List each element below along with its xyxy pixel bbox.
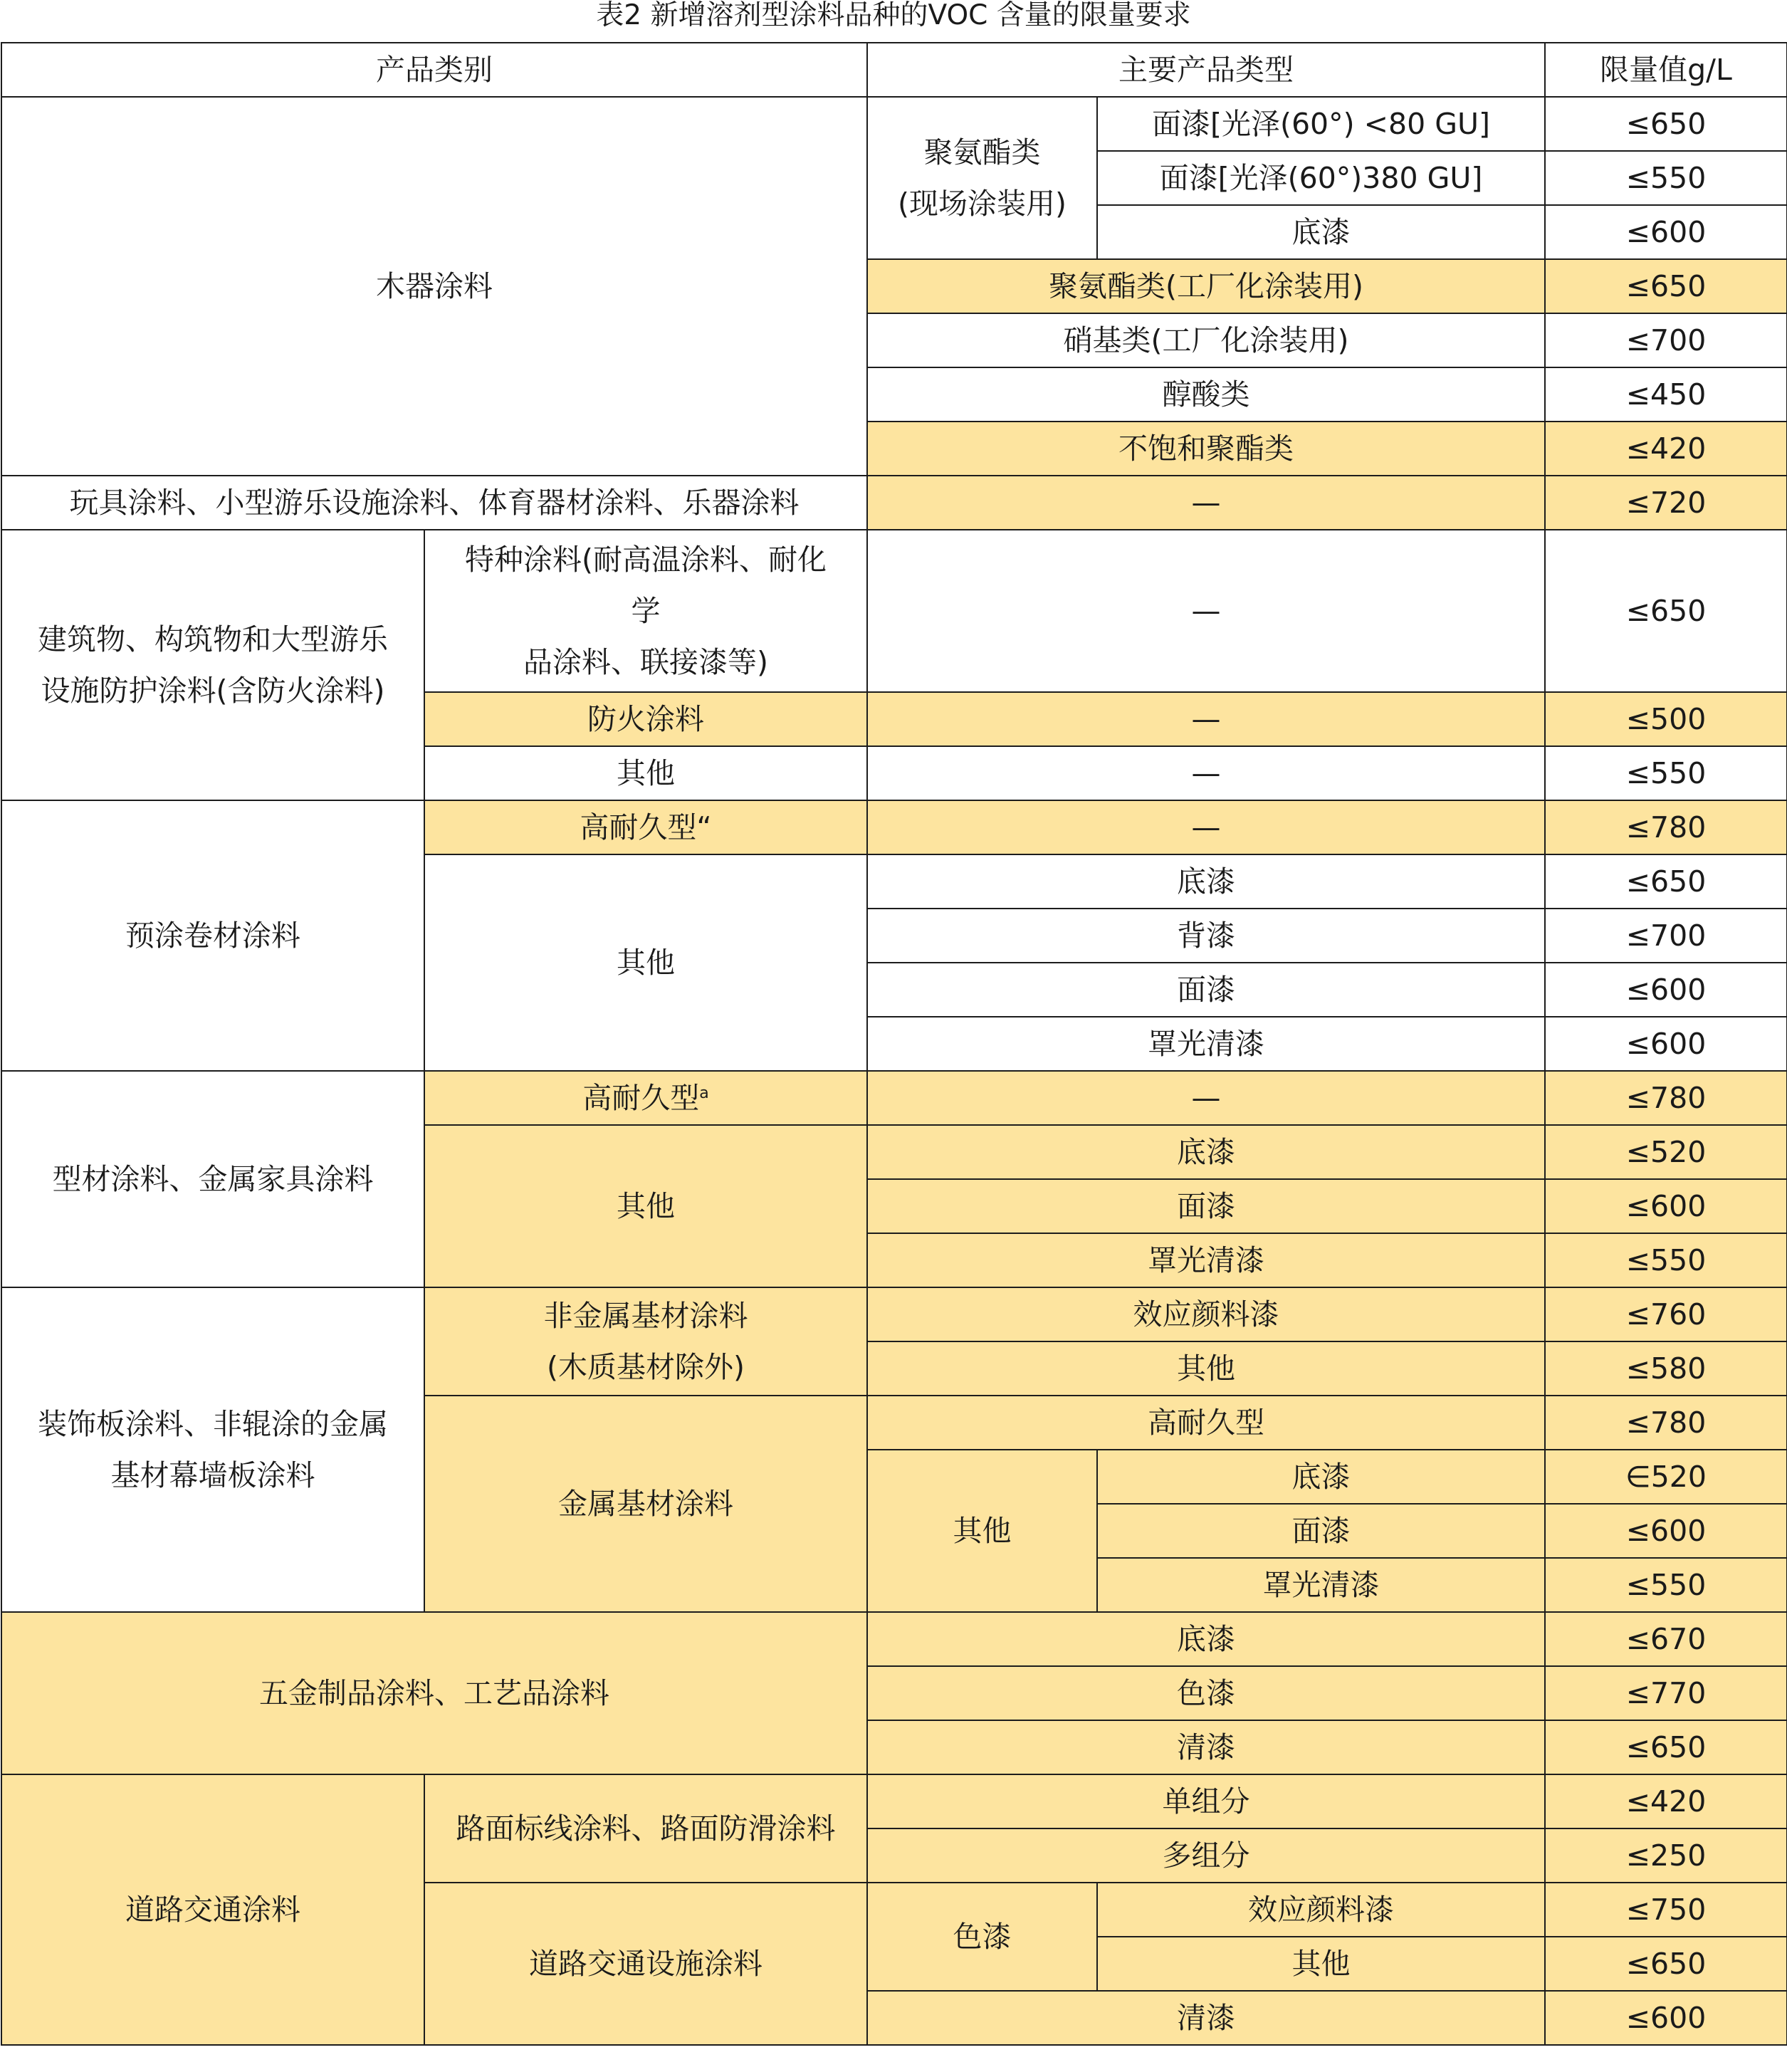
subtype-cell: 防火涂料 bbox=[424, 692, 867, 746]
type-cell: 罩光清漆 bbox=[867, 1233, 1545, 1287]
limit-cell: ≤580 bbox=[1545, 1341, 1787, 1396]
limit-cell: ≤600 bbox=[1545, 1179, 1787, 1233]
type-cell: — bbox=[867, 746, 1545, 800]
table-row bbox=[1, 476, 1787, 530]
type-cell: 面漆 bbox=[867, 1179, 1545, 1233]
subtype-cell: 道路交通设施涂料 bbox=[424, 1883, 867, 2045]
header-row bbox=[1, 43, 1787, 97]
limit-cell: ≤600 bbox=[1545, 1991, 1787, 2045]
type-cell: 色漆 bbox=[867, 1666, 1545, 1720]
subtype-cell: 其他 bbox=[424, 854, 867, 1071]
subtype-cell: 其他 bbox=[424, 1125, 867, 1287]
type-group-cell: 色漆 bbox=[867, 1883, 1097, 1991]
limit-cell: ≤600 bbox=[1545, 1017, 1787, 1071]
type-cell: 不饱和聚酯类 bbox=[867, 422, 1545, 476]
limit-cell: ≤720 bbox=[1545, 476, 1787, 530]
limit-cell: ≤420 bbox=[1545, 422, 1787, 476]
header-main-product-type: 主要产品类型 bbox=[867, 43, 1545, 97]
table-row bbox=[1, 1612, 1787, 1666]
subtype-polyurethane-onsite: 聚氨酯类 (现场涂装用) bbox=[867, 97, 1097, 259]
type-cell: 效应颜料漆 bbox=[1097, 1883, 1545, 1937]
limit-cell: ≤600 bbox=[1545, 963, 1787, 1017]
type-cell: — bbox=[867, 476, 1545, 530]
limit-cell: ≤250 bbox=[1545, 1828, 1787, 1883]
type-cell: 其他 bbox=[1097, 1937, 1545, 1991]
limit-cell: ≤420 bbox=[1545, 1774, 1787, 1828]
limit-cell: ≤700 bbox=[1545, 909, 1787, 963]
footnote-marker: a bbox=[699, 1084, 709, 1102]
type-cell: — bbox=[867, 692, 1545, 746]
type-cell: 单组分 bbox=[867, 1774, 1545, 1828]
type-cell: 底漆 bbox=[867, 1612, 1545, 1666]
limit-cell: ≤650 bbox=[1545, 1937, 1787, 1991]
limit-cell: ≤650 bbox=[1545, 854, 1787, 909]
type-cell: 清漆 bbox=[867, 1720, 1545, 1774]
type-cell: 罩光清漆 bbox=[867, 1017, 1545, 1071]
type-cell: 其他 bbox=[867, 1341, 1545, 1396]
limit-cell: ≤550 bbox=[1545, 1233, 1787, 1287]
category-profile-furniture-coating: 型材涂料、金属家具涂料 bbox=[1, 1071, 424, 1287]
limit-cell: ≤500 bbox=[1545, 692, 1787, 746]
limit-cell: ≤700 bbox=[1545, 313, 1787, 367]
type-cell: — bbox=[867, 1071, 1545, 1125]
limit-cell: ≤600 bbox=[1545, 205, 1787, 259]
type-cell: 清漆 bbox=[867, 1991, 1545, 2045]
table-row bbox=[1, 97, 1787, 151]
category-coil-coating: 预涂卷材涂料 bbox=[1, 800, 424, 1071]
type-cell: 聚氨酯类(工厂化涂装用) bbox=[867, 259, 1545, 313]
limit-cell: ≤750 bbox=[1545, 1883, 1787, 1937]
type-cell: 底漆 bbox=[867, 1125, 1545, 1179]
type-cell: 面漆[光泽(60°)380 GU] bbox=[1097, 151, 1545, 205]
limit-cell: ≤550 bbox=[1545, 1558, 1787, 1612]
type-cell: 硝基类(工厂化涂装用) bbox=[867, 313, 1545, 367]
subtype-cell: 特种涂料(耐高温涂料、耐化 学 品涂料、联接漆等) bbox=[424, 530, 867, 692]
type-cell: 面漆[光泽(60°) <80 GU] bbox=[1097, 97, 1545, 151]
subtype-cell bbox=[424, 1071, 867, 1125]
subtype-cell: 金属基材涂料 bbox=[424, 1396, 867, 1612]
limit-cell: ≤670 bbox=[1545, 1612, 1787, 1666]
subtype-cell: 其他 bbox=[424, 746, 867, 800]
table-row bbox=[1, 530, 1787, 692]
limit-cell: ≤650 bbox=[1545, 97, 1787, 151]
subtype-cell: 路面标线涂料、路面防滑涂料 bbox=[424, 1774, 867, 1883]
type-cell: 醇酸类 bbox=[867, 367, 1545, 422]
limit-cell: ≤780 bbox=[1545, 1396, 1787, 1450]
limit-cell: ≤770 bbox=[1545, 1666, 1787, 1720]
type-cell: — bbox=[867, 530, 1545, 692]
limit-cell: ≤780 bbox=[1545, 1071, 1787, 1125]
type-cell: 高耐久型 bbox=[867, 1396, 1545, 1450]
category-toy-coating: 玩具涂料、小型游乐设施涂料、体育器材涂料、乐器涂料 bbox=[1, 476, 867, 530]
subtype-label: 高耐久型 bbox=[582, 1081, 700, 1115]
header-product-category: 产品类别 bbox=[1, 43, 867, 97]
type-cell: 背漆 bbox=[867, 909, 1545, 963]
type-cell: 多组分 bbox=[867, 1828, 1545, 1883]
limit-cell: ≤650 bbox=[1545, 1720, 1787, 1774]
type-cell: 效应颜料漆 bbox=[867, 1287, 1545, 1341]
category-road-traffic-coating: 道路交通涂料 bbox=[1, 1774, 424, 2045]
header-limit-value: 限量值g/L bbox=[1545, 43, 1787, 97]
limit-cell: ≤450 bbox=[1545, 367, 1787, 422]
table-row bbox=[1, 800, 1787, 854]
limit-cell: ∈520 bbox=[1545, 1450, 1787, 1504]
limit-cell: ≤760 bbox=[1545, 1287, 1787, 1341]
category-building-protective-coating: 建筑物、构筑物和大型游乐 设施防护涂料(含防火涂料) bbox=[1, 530, 424, 800]
type-cell: 底漆 bbox=[1097, 1450, 1545, 1504]
limit-cell: ≤550 bbox=[1545, 151, 1787, 205]
type-cell: 面漆 bbox=[1097, 1504, 1545, 1558]
type-cell: 罩光清漆 bbox=[1097, 1558, 1545, 1612]
limit-cell: ≤650 bbox=[1545, 259, 1787, 313]
table-row bbox=[1, 1774, 1787, 1828]
category-wood-coating: 木器涂料 bbox=[1, 97, 867, 476]
type-cell: — bbox=[867, 800, 1545, 854]
table-row bbox=[1, 1287, 1787, 1341]
type-group-cell: 其他 bbox=[867, 1450, 1097, 1612]
limit-cell: ≤550 bbox=[1545, 746, 1787, 800]
type-cell: 面漆 bbox=[867, 963, 1545, 1017]
type-cell: 底漆 bbox=[867, 854, 1545, 909]
subtype-cell: 非金属基材涂料 (木质基材除外) bbox=[424, 1287, 867, 1396]
category-hardware-craft-coating: 五金制品涂料、工艺品涂料 bbox=[1, 1612, 867, 1774]
category-decorative-panel-coating: 装饰板涂料、非辊涂的金属 基材幕墙板涂料 bbox=[1, 1287, 424, 1612]
subtype-cell: 高耐久型“ bbox=[424, 800, 867, 854]
table-row bbox=[1, 1071, 1787, 1125]
limit-cell: ≤600 bbox=[1545, 1504, 1787, 1558]
limit-cell: ≤520 bbox=[1545, 1125, 1787, 1179]
type-cell: 底漆 bbox=[1097, 205, 1545, 259]
limit-cell: ≤650 bbox=[1545, 530, 1787, 692]
table-title: 表2 新增溶剂型涂料品种的VOC 含量的限量要求 bbox=[596, 0, 1191, 31]
limit-cell: ≤780 bbox=[1545, 800, 1787, 854]
voc-limit-table bbox=[1, 42, 1787, 2046]
